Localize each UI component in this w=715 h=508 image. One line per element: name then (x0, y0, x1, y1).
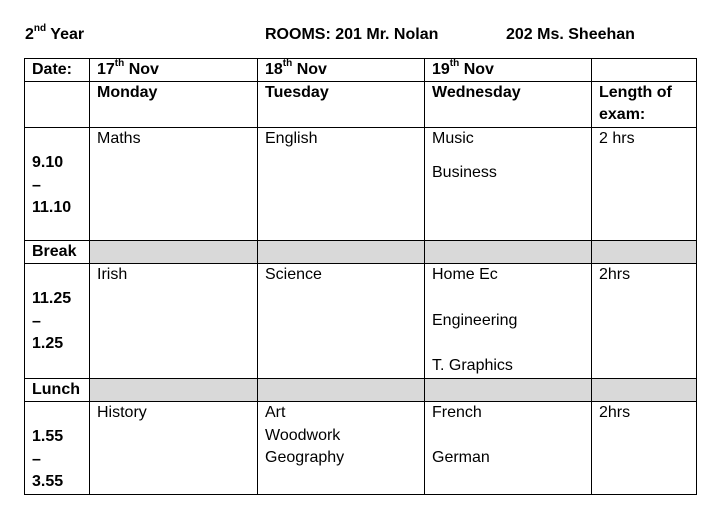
date-row (25, 59, 697, 82)
lunch-shade-wednesday (425, 379, 592, 402)
year-label: 2nd Year (25, 22, 85, 43)
session-2-time: 11.25 – 1.25 (25, 264, 90, 379)
break-shade-length (592, 241, 697, 264)
rooms-label: ROOMS: 201 Mr. Nolan (265, 26, 439, 43)
date-length-empty (592, 59, 697, 82)
break-shade-tuesday (258, 241, 425, 264)
session-1-length: 2 hrs (592, 128, 697, 241)
weekday-corner-empty (25, 82, 90, 128)
lunch-label: Lunch (25, 379, 90, 402)
break-label: Break (25, 241, 90, 264)
weekday-tuesday: Tuesday (258, 82, 425, 128)
break-row (25, 241, 697, 264)
exam-timetable (24, 58, 697, 495)
lunch-shade-monday (90, 379, 258, 402)
session-1-monday: Maths (90, 128, 258, 241)
session-3-monday: History (90, 402, 258, 495)
lunch-row (25, 379, 697, 402)
session-1-wednesday: Music Business (425, 128, 592, 241)
room-2-label: 202 Ms. Sheehan (506, 26, 635, 43)
date-label: Date: (25, 59, 90, 82)
length-header: Length of exam: (592, 82, 697, 128)
date-wednesday: 19th Nov (425, 59, 592, 82)
session-row-2 (25, 264, 697, 379)
break-shade-monday (90, 241, 258, 264)
date-tuesday: 18th Nov (258, 59, 425, 82)
session-3-tuesday: Art Woodwork Geography (258, 402, 425, 495)
session-2-tuesday: Science (258, 264, 425, 379)
session-3-length: 2hrs (592, 402, 697, 495)
session-row-1 (25, 128, 697, 241)
session-2-monday: Irish (90, 264, 258, 379)
weekday-row (25, 82, 697, 128)
session-3-wednesday: French German (425, 402, 592, 495)
date-monday: 17th Nov (90, 59, 258, 82)
break-shade-wednesday (425, 241, 592, 264)
session-row-3 (25, 402, 697, 495)
lunch-shade-tuesday (258, 379, 425, 402)
session-2-wednesday: Home Ec Engineering T. Graphics (425, 264, 592, 379)
session-2-length: 2hrs (592, 264, 697, 379)
weekday-wednesday: Wednesday (425, 82, 592, 128)
lunch-shade-length (592, 379, 697, 402)
weekday-monday: Monday (90, 82, 258, 128)
session-1-time: 9.10 – 11.10 (25, 128, 90, 241)
page-header (25, 22, 715, 48)
session-3-time: 1.55 – 3.55 (25, 402, 90, 495)
session-1-tuesday: English (258, 128, 425, 241)
